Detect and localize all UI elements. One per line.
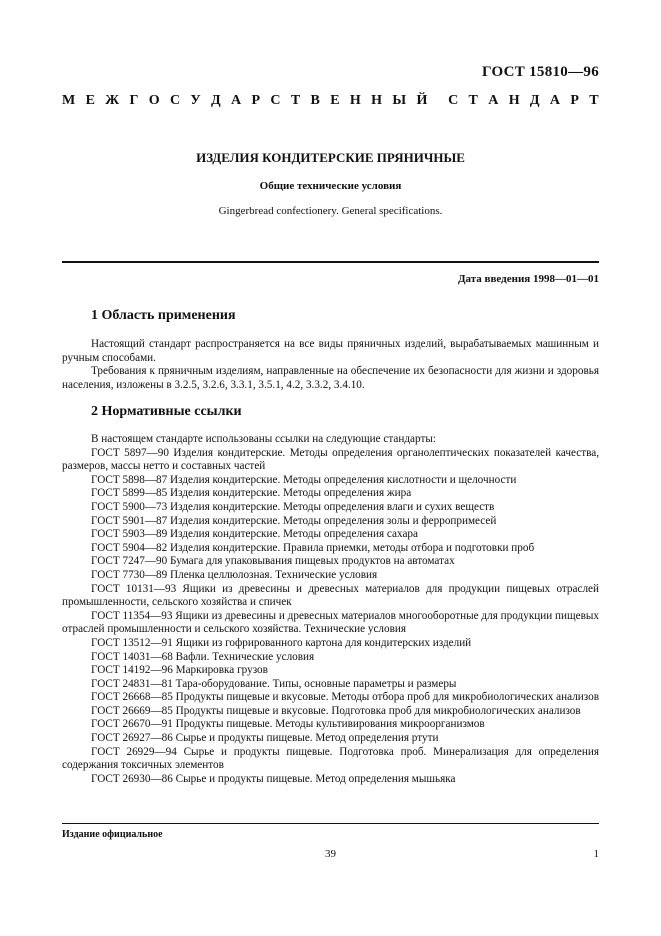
reference-item: ГОСТ 14192—96 Маркировка грузов [91, 664, 268, 677]
intro-date: Дата введения 1998—01—01 [457, 273, 599, 285]
reference-item: ГОСТ 5901—87 Изделия кондитерские. Методы определения золы и ферропримесей [91, 514, 497, 527]
banner-letter: Н [349, 93, 361, 108]
reference-item: ГОСТ 26669—85 Продукты пищевые и вкусовые. Подготовка проб для микробиологических анализов [91, 704, 581, 717]
reference-item: ГОСТ 13512—91 Ящики из гофрированного картона для кондитерских изделий [91, 636, 472, 649]
banner-letter: А [231, 93, 242, 108]
reference-item: ГОСТ 26668—85 Продукты пищевые и вкусовые. Методы отбора проб для микробиологических анализов [91, 691, 600, 704]
banner-letter: Т [589, 93, 599, 108]
banner-letter: Д [211, 93, 221, 108]
section-1-body [62, 338, 599, 392]
banner-letter: Ы [392, 93, 407, 108]
reference-item: ГОСТ 5903—89 Изделия кондитерские. Методы определения сахара [91, 528, 418, 541]
banner-letter: Ж [105, 93, 120, 108]
sheet-number: 1 [593, 848, 599, 860]
banner-letter: А [549, 93, 561, 108]
edition-note: Издание официальное [62, 829, 163, 840]
reference-item: ГОСТ 10131—93 Ящики из древесины и древесных материалов для продукции пищевых отраслей промышленности, сельского хозяйства и спичек [62, 582, 599, 609]
reference-item: ГОСТ 5898—87 Изделия кондитерские. Методы определения кислотности и щелочности [91, 473, 517, 486]
banner-letter: Р [251, 93, 261, 108]
reference-item: ГОСТ 24831—81 Тара-оборудование. Типы, основные параметры и размеры [91, 677, 457, 690]
reference-item: ГОСТ 7247—90 Бумага для упаковывания пищевых продуктов на автоматах [91, 555, 455, 568]
banner-letter: У [190, 93, 201, 108]
reference-item: ГОСТ 26927—86 Сырье и продукты пищевые. Метод определения ртути [91, 732, 439, 745]
banner-letter: А [488, 93, 499, 108]
interstate-standard-banner [62, 93, 599, 109]
banner-letter: Н [371, 93, 383, 108]
document-title: ИЗДЕЛИЯ КОНДИТЕРСКИЕ ПРЯНИЧНЫЕ [196, 150, 465, 165]
paragraph: Настоящий стандарт распространяется на все виды пряничных изделий, вырабатываемых машинным и ручным способами. [62, 338, 599, 364]
section-2-heading: 2 Нормативные ссылки [91, 404, 242, 419]
footer-divider [62, 823, 599, 824]
banner-letter: Е [85, 93, 95, 108]
standard-number: ГОСТ 15810—96 [481, 64, 599, 80]
banner-letter: В [310, 93, 320, 108]
reference-item: ГОСТ 5904—82 Изделия кондитерские. Правила приемки, методы отбора и подготовки проб [91, 541, 535, 554]
reference-item: ГОСТ 26929—94 Сырье и продукты пищевые. Подготовка проб. Минерализация для определения содержания токсичных элементов [62, 745, 599, 772]
banner-letter: С [270, 93, 281, 108]
banner-letter: Е [330, 93, 340, 108]
banner-letter: Р [570, 93, 579, 108]
page-number: 39 [325, 848, 336, 860]
reference-item: ГОСТ 26670—91 Продукты пищевые. Методы культивирования микроорганизмов [91, 718, 485, 731]
document-subtitle: Общие технические условия [259, 180, 402, 192]
paragraph: В настоящем стандарте использованы ссылки на следующие стандарты: [91, 433, 436, 445]
reference-item: ГОСТ 5897—90 Изделия кондитерские. Методы определения органолептических показателей качества, размеров, массы нетто и составных частей [62, 446, 599, 473]
reference-item: ГОСТ 26930—86 Сырье и продукты пищевые. Метод определения мышьяка [91, 772, 456, 785]
reference-item: ГОСТ 5900—73 Изделия кондитерские. Методы определения влаги и сухих веществ [91, 500, 495, 513]
banner-letter: Й [416, 93, 428, 108]
banner-letter: С [169, 93, 181, 108]
paragraph: Требования к пряничным изделиям, направленные на обеспечение их безопасности для жизни и здоровья населения, изложены в 3.2.5, 3.2.6, 3.3.1, 3.5.1, 4.2, 3.3.2, 3.4.10. [62, 365, 599, 391]
banner-letter: Н [508, 93, 520, 108]
reference-item: ГОСТ 7730—89 Пленка целлюлозная. Технические условия [91, 568, 378, 581]
banner-letter: Д [529, 93, 540, 108]
english-title: Gingerbread confectionery. General specifications. [218, 205, 443, 217]
banner-letter: Г [129, 93, 139, 108]
reference-item: ГОСТ 14031—68 Вафли. Технические условия [91, 650, 315, 663]
section-2-body [62, 433, 599, 786]
banner-letter: Т [290, 93, 301, 108]
reference-item: ГОСТ 5899—85 Изделия кондитерские. Методы определения жира [91, 487, 412, 500]
header-divider [62, 261, 599, 263]
banner-letter: О [148, 93, 160, 108]
section-1-heading: 1 Область применения [91, 308, 236, 323]
banner-letter: М [62, 93, 76, 108]
banner-letter: С [448, 93, 459, 108]
banner-letter: Т [468, 93, 478, 108]
reference-item: ГОСТ 11354—93 Ящики из древесины и древесных материалов многооборотные для продукции пищевых отраслей промышленности и сельского хозяйства. Технические условия [62, 609, 599, 636]
